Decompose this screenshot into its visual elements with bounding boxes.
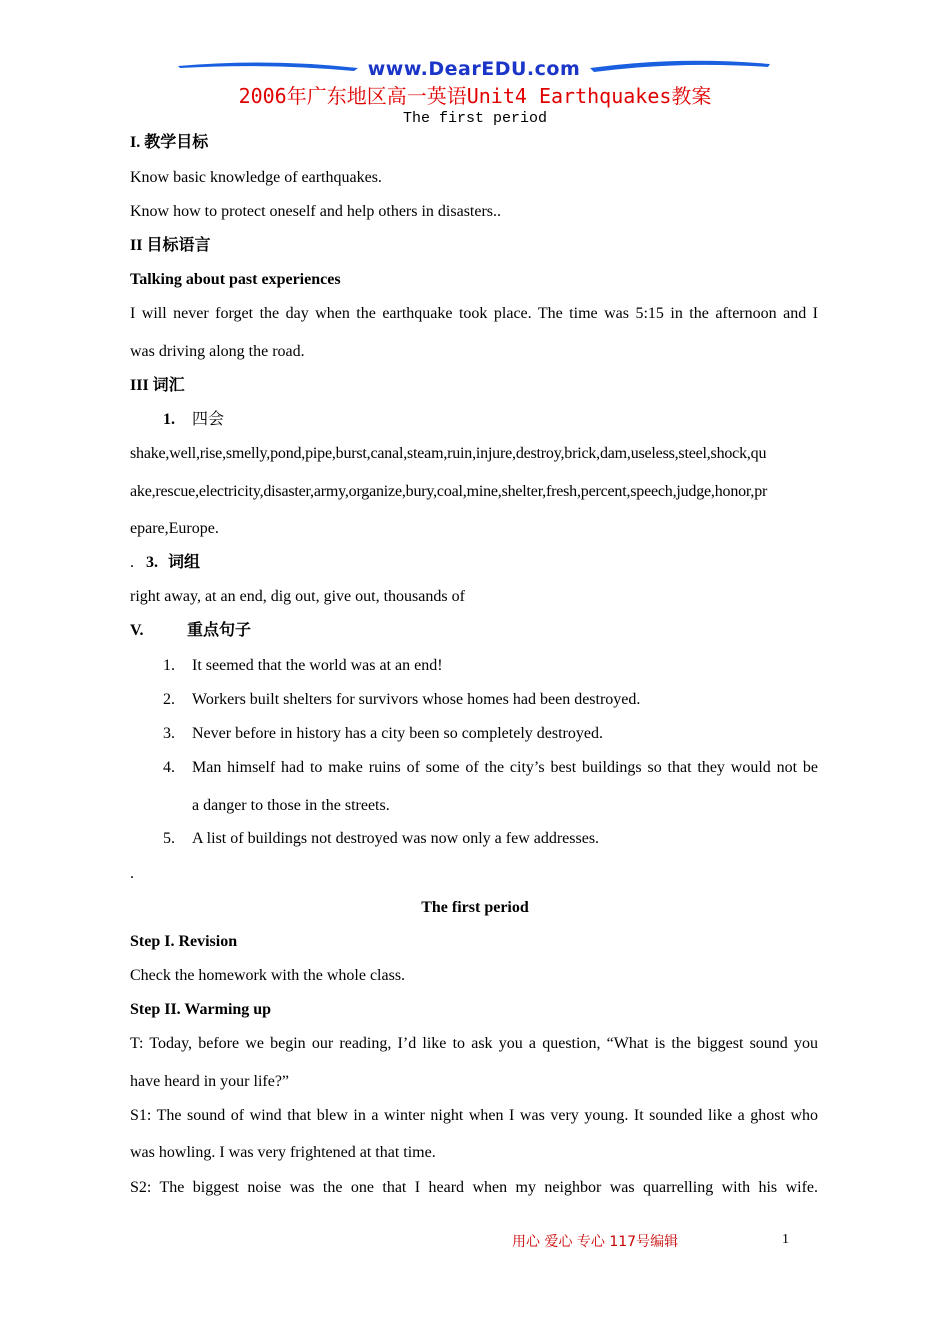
vocabulary-phrases: right away, at an end, dig out, give out, thousands of xyxy=(130,588,465,605)
key-sentences-heading: 重点句子 xyxy=(187,622,252,639)
objectives-heading: I. 教学目标 xyxy=(130,134,209,151)
vocabulary-sub3-number: 3. xyxy=(146,554,158,571)
sentence-text: Man himself had to make ruins of some of the city’s best buildings so that they would not be xyxy=(192,759,818,776)
step1-text: Check the homework with the whole class. xyxy=(130,967,406,984)
trailing-dot: . xyxy=(130,865,134,882)
logo-text: www.DearEDU.com xyxy=(367,58,581,80)
sentence-number: 3. xyxy=(163,725,175,742)
step1-heading: Step I. Revision xyxy=(130,933,238,950)
sentence-number: 5. xyxy=(163,830,175,847)
target-language-line-1: I will never forget the day when the earthquake took place. The time was 5:15 in the afternoon and I xyxy=(130,305,818,322)
student1-line-1: S1: The sound of wind that blew in a winter night when I was very young. It sounded like a ghost who xyxy=(130,1107,818,1124)
step2-heading: Step II. Warming up xyxy=(130,1001,272,1018)
document-title: 2006年广东地区高一英语Unit4 Earthquakes教案 xyxy=(238,84,712,108)
sentence-text: Never before in history has a city been so completely destroyed. xyxy=(192,725,603,742)
objective-line-1: Know basic knowledge of earthquakes. xyxy=(130,169,382,186)
sentence-number: 4. xyxy=(163,759,175,776)
page-number: 1 xyxy=(782,1232,789,1247)
vocabulary-sub1-label: 四会 xyxy=(192,411,225,428)
objective-line-2: Know how to protect oneself and help others in disasters.. xyxy=(130,203,502,220)
target-language-heading: II 目标语言 xyxy=(130,237,211,254)
sentence-number: 1. xyxy=(163,657,175,674)
vocabulary-sub1-number: 1. xyxy=(163,411,175,428)
vocabulary-sub3-label: 词组 xyxy=(168,554,201,571)
teacher-line-2: have heard in your life?” xyxy=(130,1073,290,1090)
sentence-text: Workers built shelters for survivors whose homes had been destroyed. xyxy=(192,691,641,708)
footer-text: 用心 爱心 专心 117号编辑 xyxy=(512,1234,679,1250)
student2-line-1: S2: The biggest noise was the one that I heard when my neighbor was quarrelling with his wife. xyxy=(130,1179,818,1196)
sentence-text-continued: a danger to those in the streets. xyxy=(192,797,390,814)
target-language-line-2: was driving along the road. xyxy=(130,343,305,360)
sentence-number: 2. xyxy=(163,691,175,708)
sentence-text: A list of buildings not destroyed was now only a few addresses. xyxy=(192,830,600,847)
student1-line-2: was howling. I was very frightened at that time. xyxy=(130,1144,436,1161)
vocabulary-heading: III 词汇 xyxy=(130,377,185,394)
document-subtitle: The first period xyxy=(402,110,548,127)
target-language-subheading: Talking about past experiences xyxy=(130,271,341,288)
teacher-line-1: T: Today, before we begin our reading, I’d like to ask you a question, “What is the biggest sound you xyxy=(130,1035,818,1052)
vocabulary-words-line-1: shake,well,rise,smelly,pond,pipe,burst,canal,steam,ruin,injure,destroy,brick,dam,useless,steel,shock,qu xyxy=(130,445,767,462)
period-heading: The first period xyxy=(421,899,529,916)
key-sentences-number: V. xyxy=(130,622,144,639)
vocabulary-words-line-2: ake,rescue,electricity,disaster,army,organize,bury,coal,mine,shelter,fresh,percent,speech,judge,honor,pr xyxy=(130,483,768,500)
vocabulary-sub3-dot: . xyxy=(130,554,134,571)
sentence-text: It seemed that the world was at an end! xyxy=(192,657,443,674)
vocabulary-words-line-3: epare,Europe. xyxy=(130,520,219,537)
